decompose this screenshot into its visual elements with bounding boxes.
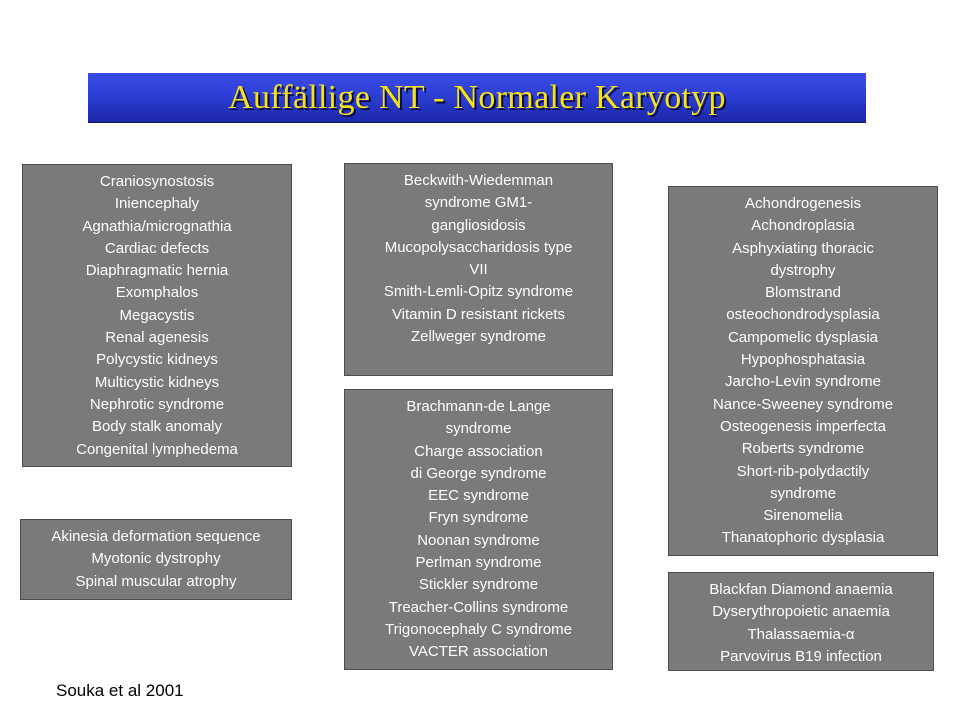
condition-item: Mucopolysaccharidosis type	[384, 238, 573, 256]
condition-item: Iniencephaly	[114, 195, 200, 213]
condition-item: Trigonocephaly C syndrome	[384, 620, 573, 638]
title-banner	[88, 73, 866, 122]
condition-item: gangliosidosis	[431, 216, 526, 234]
condition-item: Multicystic kidneys	[94, 373, 220, 391]
condition-item: Brachmann-de Lange	[406, 398, 551, 415]
condition-item: osteochondrodysplasia	[726, 306, 880, 324]
condition-item: Spinal muscular atrophy	[75, 572, 237, 590]
condition-item: Nephrotic syndrome	[89, 395, 225, 413]
condition-item: Vitamin D resistant rickets	[391, 305, 566, 323]
condition-item: VACTER association	[409, 643, 548, 661]
citation: Souka et al 2001	[56, 681, 184, 700]
condition-item: Polycystic kidneys	[96, 351, 218, 369]
condition-item: Nance-Sweeney syndrome	[712, 395, 894, 413]
condition-item: Campomelic dysplasia	[727, 328, 879, 346]
condition-item: VII	[469, 261, 488, 279]
condition-item: Diaphragmatic hernia	[85, 262, 229, 280]
condition-item: Sirenomelia	[763, 507, 843, 525]
condition-item: Charge association	[414, 442, 543, 460]
condition-item: Congenital lymphedema	[76, 440, 238, 458]
condition-item: Akinesia deformation sequence	[51, 528, 261, 545]
condition-item: Megacystis	[119, 306, 195, 324]
condition-item: Blomstrand	[765, 284, 841, 302]
condition-item: Hypophosphatasia	[740, 351, 866, 369]
condition-item: Roberts syndrome	[741, 440, 865, 458]
condition-item: Perlman syndrome	[415, 554, 542, 572]
condition-item: Stickler syndrome	[418, 576, 539, 594]
condition-item: Achondroplasia	[751, 217, 855, 235]
condition-item: Achondrogenesis	[745, 195, 861, 212]
condition-item: Cardiac defects	[104, 239, 210, 257]
box-left-top	[22, 164, 292, 467]
condition-item: Thalassaemia-α	[747, 625, 855, 643]
condition-item: Zellweger syndrome	[410, 328, 547, 346]
slide-title: Auffällige NT - Normaler Karyotyp	[228, 78, 726, 116]
box-left-bottom	[20, 519, 292, 600]
condition-item: di George syndrome	[410, 464, 547, 482]
condition-item: Asphyxiating thoracic	[732, 239, 874, 257]
condition-item: Parvovirus B19 infection	[720, 647, 882, 665]
condition-item: Agnathia/micrognathia	[82, 217, 232, 235]
condition-item: Renal agenesis	[105, 329, 209, 347]
condition-item: Dyserythropoietic anaemia	[712, 603, 890, 621]
condition-item: Craniosynostosis	[99, 173, 215, 190]
condition-item: syndrome GM1-	[424, 194, 533, 212]
condition-item: Exomphalos	[115, 284, 199, 302]
condition-item: EEC syndrome	[428, 487, 529, 505]
condition-item: Smith-Lemli-Opitz syndrome	[383, 283, 574, 301]
condition-item: Osteogenesis imperfecta	[720, 417, 886, 435]
condition-item: Fryn syndrome	[428, 509, 529, 527]
condition-item: Body stalk anomaly	[91, 418, 223, 436]
box-right-bottom	[668, 572, 934, 671]
condition-item: Myotonic dystrophy	[91, 550, 221, 568]
box-middle-top	[344, 163, 613, 376]
condition-item: Beckwith-Wiedemman	[403, 172, 554, 189]
condition-item: Jarcho-Levin syndrome	[725, 373, 881, 391]
condition-item: Treacher-Collins syndrome	[388, 598, 569, 616]
box-right-top	[668, 186, 938, 556]
condition-item: Noonan syndrome	[417, 531, 540, 549]
condition-item: syndrome	[770, 484, 836, 502]
condition-item: Short-rib-polydactily	[736, 462, 870, 480]
condition-item: Thanatophoric dysplasia	[721, 529, 885, 547]
box-middle-bottom	[344, 389, 613, 670]
condition-item: Blackfan Diamond anaemia	[709, 581, 893, 598]
condition-item: syndrome	[445, 420, 512, 438]
condition-item: dystrophy	[770, 261, 836, 279]
